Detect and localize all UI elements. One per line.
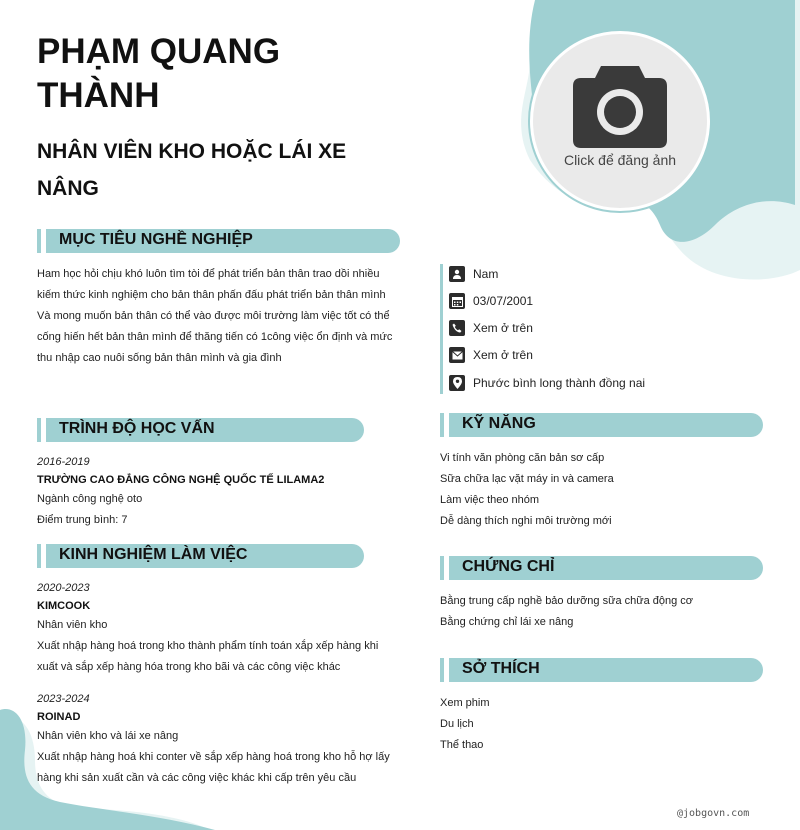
contact-gender [449,264,498,284]
objective-line: cống hiến hết bản thân mình để thăng tiến có 1công việc ổn định và mức [37,331,393,343]
section-heading-skills [440,413,763,437]
education-school: TRƯỜNG CAO ĐẲNG CÔNG NGHỆ QUỐC TẾ LILAMA2 [37,474,325,486]
section-title: KINH NGHIỆM LÀM VIỆC [59,546,248,563]
experience-description: xuất và sắp xếp hàng hóa trong kho bãi và các công việc khác [37,661,341,673]
education-entry [37,453,407,531]
list-item: Vi tính văn phòng căn bản sơ cấp [440,452,605,464]
address-value: Phước bình long thành đồng nai [473,376,646,390]
section-heading-hobbies [440,658,763,682]
experience-entry [37,690,400,789]
objective-line: thu nhập cao nuôi sống bản thân mình và gia đình [37,352,282,364]
objective-text [37,264,407,369]
list-item: Thể thao [440,739,484,751]
experience-role: Nhân viên kho và lái xe nâng [37,730,179,742]
contact-email [449,345,533,365]
location-pin-icon [449,375,465,391]
list-item: Xem phim [440,697,490,709]
watermark-footer: @jobgovn.com [677,808,750,819]
education-major: Ngành công nghệ oto [37,493,143,505]
phone-icon [449,320,465,336]
experience-role: Nhân viên kho [37,619,108,631]
experience-description: Xuất nhập hàng hoá khi conter về sắp xếp hàng hoá trong kho hỗ hợ lấy [37,751,390,763]
candidate-name-line2: THÀNH [37,76,160,115]
section-heading-education [37,418,364,442]
contact-birthday [449,291,533,311]
email-value: Xem ở trên [473,348,533,362]
section-heading-objective [37,229,400,253]
photo-upload-caption: Click để đăng ảnh [563,152,677,168]
job-title [37,133,377,207]
job-title-line2: NÂNG [37,177,99,200]
envelope-icon [449,347,465,363]
list-item: Dễ dàng thích nghi môi trường mới [440,515,612,527]
list-item: Làm việc theo nhóm [440,494,540,506]
contact-divider [440,264,443,394]
candidate-name [37,30,367,118]
experience-description: Xuất nhập hàng hoá trong kho thành phẩm tính toán xắp xếp hàng khi [37,640,379,652]
list-item: Du lịch [440,718,474,730]
section-title: KỸ NĂNG [462,415,536,432]
birthday-value: 03/07/2001 [473,294,534,308]
experience-company: KIMCOOK [37,600,91,612]
list-item: Sữa chữa lạc vặt máy in và camera [440,473,614,485]
list-item: Bằng trung cấp nghề bảo dưỡng sữa chữa động cơ [440,595,694,607]
calendar-icon [449,293,465,309]
objective-line: Ham học hỏi chịu khó luôn tìm tòi để phát triển bản thân trao dồi nhiều [37,268,380,280]
experience-company: ROINAD [37,711,81,723]
contact-phone [449,318,533,338]
experience-period: 2020-2023 [37,582,90,594]
job-title-line1: NHÂN VIÊN KHO HOẶC LÁI XE [37,140,347,163]
education-gpa: Điểm trung bình: 7 [37,514,128,526]
hobbies-list [440,693,640,756]
objective-line: Và mong muốn bản thân có thể vào được môi trường làm việc tốt có thể [37,310,390,322]
photo-upload-button[interactable] [530,31,710,211]
section-title: TRÌNH ĐỘ HỌC VẤN [59,420,215,437]
education-period: 2016-2019 [37,456,90,468]
objective-line: kiếm thức kinh nghiệm cho bản thân phấn đấu phát triển bản thân mình [37,289,386,301]
list-item: Bằng chứng chỉ lái xe nâng [440,616,574,628]
section-title: CHỨNG CHỈ [462,558,555,575]
section-heading-certificates [440,556,763,580]
section-heading-experience [37,544,364,568]
gender-value: Nam [473,267,499,281]
section-title: MỤC TIÊU NGHỀ NGHIỆP [59,231,253,248]
skills-list [440,448,760,532]
section-title: SỞ THÍCH [462,660,540,677]
phone-value: Xem ở trên [473,321,533,335]
person-icon [449,266,465,282]
camera-icon [571,64,669,150]
contact-address [449,373,645,393]
experience-period: 2023-2024 [37,693,90,705]
certificates-list [440,591,770,633]
candidate-name-line1: PHẠM QUANG [37,32,281,71]
experience-entry [37,579,400,678]
experience-description: hàng khi sản xuất cần và các công việc khác khi cấp trên yêu cầu [37,772,357,784]
